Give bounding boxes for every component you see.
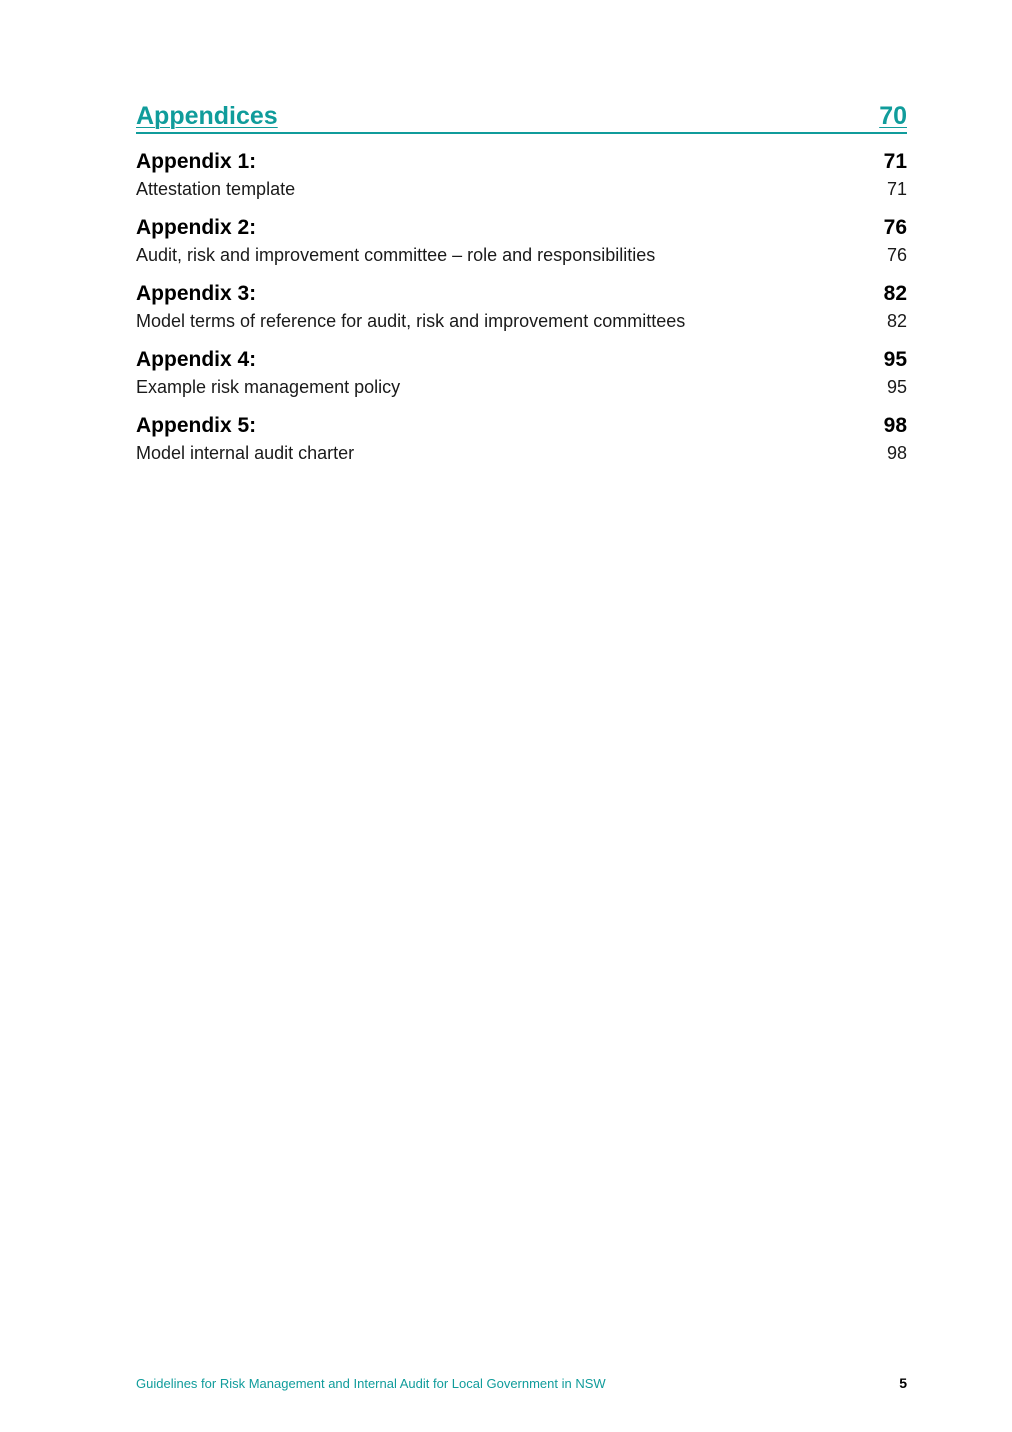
- toc-entry-appendix-5[interactable]: [136, 412, 907, 466]
- toc-entry-title[interactable]: Appendix 2:: [136, 216, 257, 239]
- toc-entry-subtitle-page[interactable]: 76: [886, 245, 907, 265]
- toc-entry-subtitle[interactable]: Attestation template: [136, 179, 296, 199]
- toc-entry-subtitle[interactable]: Model internal audit charter: [136, 443, 355, 463]
- toc-entry-title-page[interactable]: 76: [883, 216, 907, 239]
- toc-entry-subtitle-row: [136, 308, 907, 334]
- toc-entry-subtitle-row: [136, 374, 907, 400]
- toc-entry-title-row: [136, 412, 907, 440]
- toc-entry-subtitle-page[interactable]: 98: [886, 443, 907, 463]
- toc-entry-appendix-2[interactable]: [136, 214, 907, 268]
- toc-entry-title-row: [136, 214, 907, 242]
- toc-entry-title[interactable]: Appendix 4:: [136, 348, 257, 371]
- toc-entry-subtitle-row: [136, 242, 907, 268]
- toc-entry-subtitle[interactable]: Model terms of reference for audit, risk and improvement committees: [136, 311, 686, 331]
- toc-entry-title-page[interactable]: 98: [883, 414, 907, 437]
- table-of-contents: [136, 100, 907, 478]
- toc-entry-title-page[interactable]: 71: [883, 150, 907, 173]
- toc-entry-subtitle[interactable]: Example risk management policy: [136, 377, 401, 397]
- toc-entry-subtitle[interactable]: Audit, risk and improvement committee – role and responsibilities: [136, 245, 656, 265]
- toc-entry-title-row: [136, 148, 907, 176]
- toc-entry-title[interactable]: Appendix 3:: [136, 282, 257, 305]
- toc-heading-label[interactable]: Appendices: [136, 102, 278, 130]
- toc-entry-appendix-1[interactable]: [136, 148, 907, 202]
- toc-entry-subtitle-page[interactable]: 95: [886, 377, 907, 397]
- toc-entry-title-page[interactable]: 95: [883, 348, 907, 371]
- toc-entry-title[interactable]: Appendix 1:: [136, 150, 257, 173]
- toc-entry-subtitle-row: [136, 440, 907, 466]
- toc-heading-page[interactable]: 70: [879, 102, 907, 130]
- toc-entry-title-row: [136, 280, 907, 308]
- toc-entry-title-row: [136, 346, 907, 374]
- page-footer: [136, 1375, 907, 1391]
- toc-entry-subtitle-page[interactable]: 71: [886, 179, 907, 199]
- toc-entry-subtitle-page[interactable]: 82: [886, 311, 907, 331]
- footer-document-title: Guidelines for Risk Management and Internal Audit for Local Government in NSW: [136, 1376, 606, 1391]
- toc-entry-subtitle-row: [136, 176, 907, 202]
- toc-entry-appendix-4[interactable]: [136, 346, 907, 400]
- toc-entry-title[interactable]: Appendix 5:: [136, 414, 257, 437]
- toc-entry-appendix-3[interactable]: [136, 280, 907, 334]
- toc-heading-appendices[interactable]: [136, 100, 907, 134]
- footer-page-number: 5: [899, 1375, 907, 1391]
- toc-entry-title-page[interactable]: 82: [883, 282, 907, 305]
